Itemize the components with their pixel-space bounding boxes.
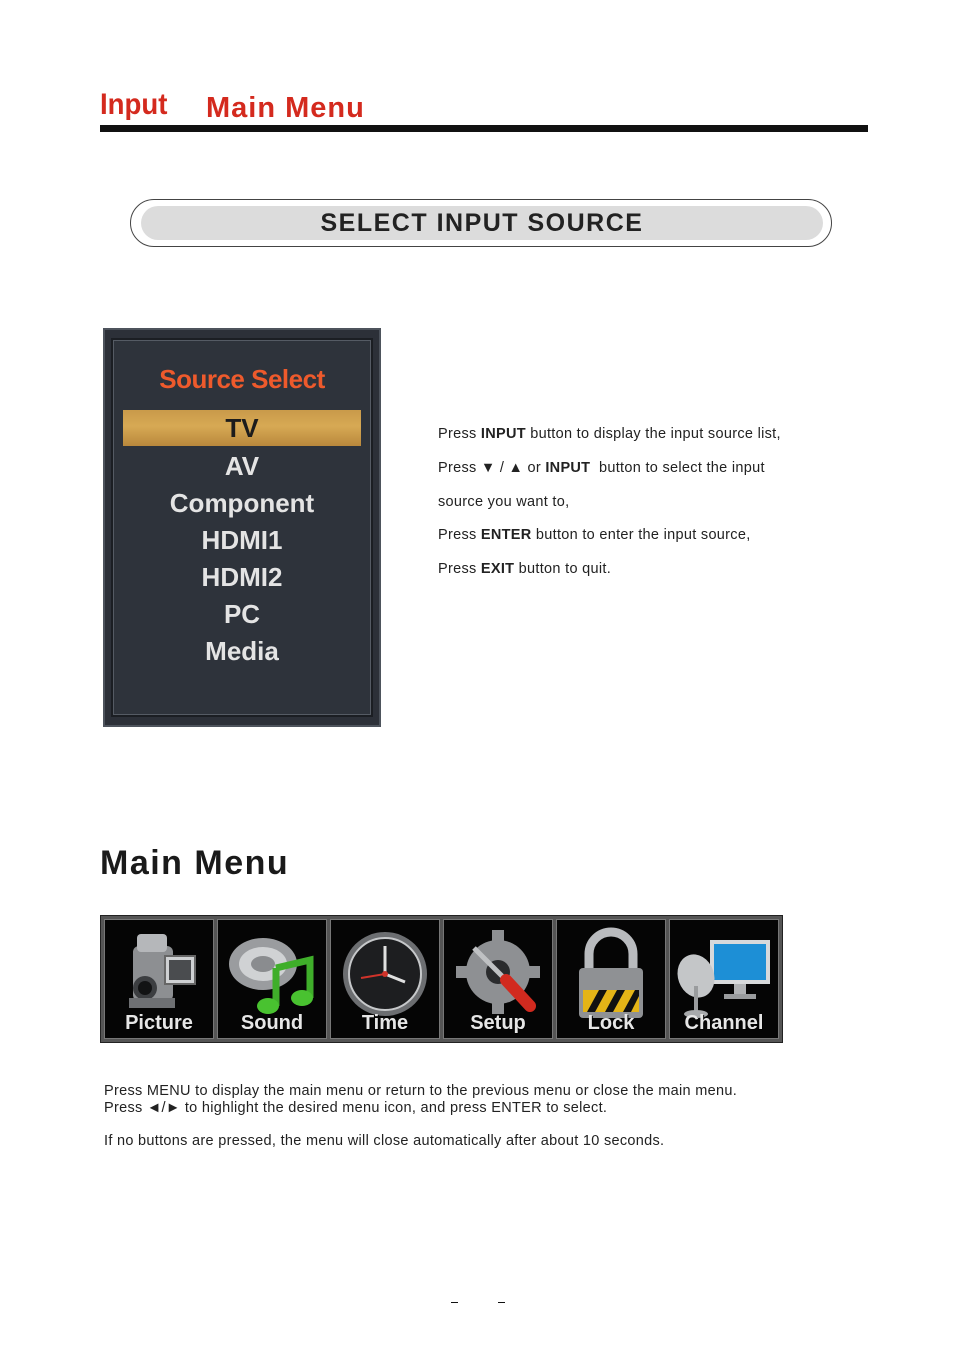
music-note-icon bbox=[218, 926, 327, 1024]
menu-label-channel: Channel bbox=[684, 1012, 764, 1034]
menu-tile-sound[interactable] bbox=[217, 919, 327, 1039]
menu-tile-setup[interactable] bbox=[443, 919, 553, 1039]
instruction-line-1: Press INPUT button to display the input source list, bbox=[438, 426, 781, 442]
camcorder-icon bbox=[105, 926, 214, 1024]
clock-icon bbox=[331, 926, 440, 1024]
source-item-media[interactable]: Media bbox=[205, 636, 279, 666]
header-rule bbox=[100, 125, 868, 132]
source-item-hdmi2[interactable]: HDMI2 bbox=[201, 562, 283, 592]
menu-tile-time[interactable] bbox=[330, 919, 440, 1039]
padlock-icon bbox=[557, 926, 666, 1024]
gear-screwdriver-icon bbox=[444, 926, 553, 1024]
main-menu-text-3: If no buttons are pressed, the menu will close automatically after about 10 seconds. bbox=[104, 1133, 665, 1149]
page-number-dash-right bbox=[498, 1302, 505, 1303]
source-select-title: Source Select bbox=[159, 364, 325, 394]
instruction-line-3: source you want to, bbox=[438, 494, 570, 510]
menu-label-picture: Picture bbox=[125, 1012, 193, 1034]
menu-label-sound: Sound bbox=[240, 1012, 304, 1034]
section-label: Input bbox=[100, 88, 168, 121]
main-menu-heading: Main Menu bbox=[100, 844, 290, 882]
menu-label-setup: Setup bbox=[470, 1012, 526, 1034]
source-item-tv[interactable]: TV bbox=[123, 410, 361, 446]
section-banner-text: SELECT INPUT SOURCE bbox=[320, 208, 644, 237]
instruction-line-5: Press EXIT button to quit. bbox=[438, 561, 612, 577]
source-list bbox=[123, 410, 361, 670]
source-item-av[interactable]: AV bbox=[224, 451, 260, 481]
menu-tile-channel[interactable] bbox=[669, 919, 779, 1039]
source-select-panel bbox=[111, 338, 373, 717]
satellite-monitor-icon bbox=[670, 926, 779, 1024]
menu-label-lock: Lock bbox=[587, 1012, 635, 1034]
page-title: Main Menu bbox=[206, 92, 365, 124]
menu-label-time: Time bbox=[361, 1012, 409, 1034]
menu-tile-picture[interactable] bbox=[104, 919, 214, 1039]
source-select-menu bbox=[103, 328, 381, 727]
menu-tile-lock[interactable] bbox=[556, 919, 666, 1039]
instruction-line-2: Press ▼ / ▲ or INPUT button to select the input bbox=[438, 460, 765, 476]
source-item-component[interactable]: Component bbox=[169, 488, 315, 518]
section-banner bbox=[130, 199, 832, 247]
section-banner-fill bbox=[141, 206, 823, 240]
main-menu-strip bbox=[100, 915, 783, 1043]
source-item-hdmi1[interactable]: HDMI1 bbox=[201, 525, 283, 555]
source-item-pc[interactable]: PC bbox=[223, 599, 261, 629]
page-number-dash-left bbox=[451, 1302, 458, 1303]
main-menu-text-2: Press ◄/► to highlight the desired menu icon, and press ENTER to select. bbox=[104, 1100, 608, 1116]
instruction-line-4: Press ENTER button to enter the input source, bbox=[438, 527, 751, 543]
main-menu-text-1: Press MENU to display the main menu or return to the previous menu or close the main menu. bbox=[104, 1083, 738, 1099]
